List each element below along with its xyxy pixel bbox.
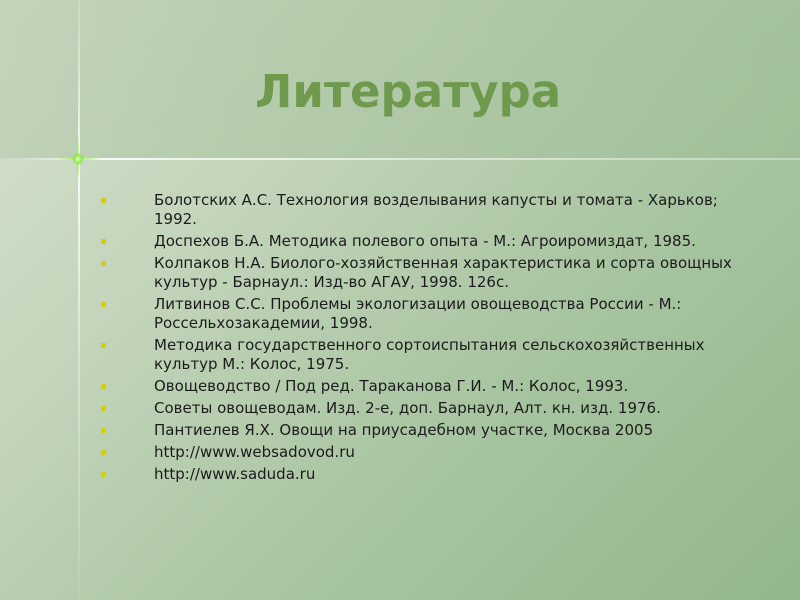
square-bullet-icon xyxy=(101,198,106,203)
square-bullet-icon xyxy=(101,472,106,477)
square-bullet-icon xyxy=(101,384,106,389)
horizontal-divider-line xyxy=(0,158,800,160)
reference-link-item[interactable] xyxy=(98,465,738,484)
reference-text: Пантиелев Я.Х. Овощи на приусадебном участке, Москва 2005 xyxy=(154,421,654,439)
square-bullet-icon xyxy=(101,343,106,348)
vertical-divider-line xyxy=(78,0,80,600)
square-bullet-icon xyxy=(101,406,106,411)
reference-item xyxy=(98,232,738,251)
square-bullet-icon xyxy=(101,302,106,307)
reference-text: Литвинов С.С. Проблемы экологизации овощеводства России - М.: Россельхозакадемии, 1998. xyxy=(154,295,682,332)
reference-link-item[interactable] xyxy=(98,443,738,462)
square-bullet-icon xyxy=(101,428,106,433)
reference-list xyxy=(98,191,738,487)
reference-text: Советы овощеводам. Изд. 2-е, доп. Барнаул, Алт. кн. изд. 1976. xyxy=(154,399,661,417)
reference-item xyxy=(98,295,738,333)
square-bullet-icon xyxy=(101,239,106,244)
reference-item xyxy=(98,399,738,418)
reference-text: Колпаков Н.А. Биолого-хозяйственная характеристика и сорта овощных культур - Барнаул.: Изд-во АГАУ, 1998. 126с. xyxy=(154,254,732,291)
reference-text: Овощеводство / Под ред. Тараканова Г.И. - М.: Колос, 1993. xyxy=(154,377,629,395)
reference-item xyxy=(98,191,738,229)
reference-link[interactable]: http://www.websadovod.ru xyxy=(154,443,355,461)
reference-item xyxy=(98,377,738,396)
reference-item xyxy=(98,254,738,292)
reference-link[interactable]: http://www.saduda.ru xyxy=(154,465,316,483)
reference-item xyxy=(98,336,738,374)
reference-text: Болотских А.С. Технология возделывания капусты и томата - Харьков; 1992. xyxy=(154,191,718,228)
reference-item xyxy=(98,421,738,440)
square-bullet-icon xyxy=(101,261,106,266)
square-bullet-icon xyxy=(101,450,106,455)
sparkle-glow xyxy=(72,153,84,165)
reference-text: Доспехов Б.А. Методика полевого опыта - М.: Агроиромиздат, 1985. xyxy=(154,232,696,250)
sparkle-icon xyxy=(55,136,101,182)
reference-text: Методика государственного сортоиспытания сельскохозяйственных культур М.: Колос, 1975. xyxy=(154,336,705,373)
slide-title: Литература xyxy=(255,65,562,118)
